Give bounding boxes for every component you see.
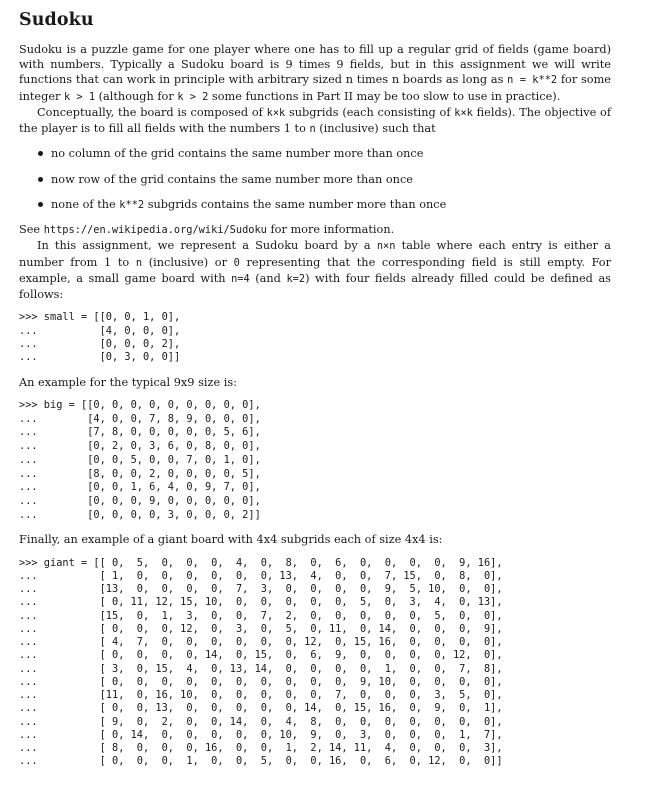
- document-page: [19, 10, 611, 779]
- rule-item-subgrids: [19, 197, 611, 213]
- text-run: for some integer: [19, 73, 611, 103]
- intro-paragraph: [19, 42, 611, 105]
- small-board-code: >>> small = [[0, 0, 1, 0], ... [4, 0, 0, 0], ... [0, 0, 0, 2], ... [0, 3, 0, 0]]: [19, 311, 181, 364]
- big-board-intro: An example for the typical 9x9 size is:: [19, 375, 237, 389]
- text-run: none of the: [51, 198, 120, 212]
- text-run: subgrids contains the same number more than once: [144, 198, 447, 212]
- inline-code: 0: [233, 256, 240, 269]
- inline-code: k=2: [286, 272, 306, 285]
- concept-paragraph: [19, 105, 611, 137]
- inline-code: k > 2: [177, 90, 209, 103]
- text-run: table where each entry is either a number from 1 to: [19, 239, 611, 269]
- text-run: (inclusive) or: [142, 255, 234, 269]
- text-run: ) with four fields already filled could be defined as follows:: [19, 271, 611, 302]
- inline-code: k×k: [266, 106, 286, 119]
- text-run: fields). The objective of the player is to fill all fields with the numbers 1 to: [19, 105, 611, 136]
- inline-code: n×n: [376, 240, 396, 253]
- inline-code: n=4: [231, 272, 250, 285]
- text-run: (although for: [95, 89, 178, 103]
- text-run: Sudoku is a puzzle game for one player where one has to fill up a regular grid of fields (game board) with numbers. Typically a Sudoku board is 9 times 9 fields, but in this assignment we will write functions that can work in principle with arbitrary sized n times n boards as long as: [19, 43, 611, 87]
- giant-board-code: >>> giant = [[ 0, 5, 0, 0, 0, 4, 0, 8, 0, 6, 0, 0, 0, 0, 9, 16], ... [ 1, 0, 0, 0, 0, 0, 0, 13, 4, 0, 0, 7, 15, 0, 8, 0], ... [13, 0, 0, 0, 0, 7, 3, 0, 0, 0, 0, 9, 5, 10, 0, 0], ... [ 0, 11, 12, 15, 10, 0, 0, 0, 0, 0, 5, 0, 3, 4, 0, 13], ... [15, 0, 1, 3, 0, 0, 7, 2, 0, 0, 0, 0, 0, 5, 0, 0], ... [ 0, 0, 0, 12, 0, 3, 0, 5, 0, 11, 0, 14, 0, 0, 0, 9], ... [ 4, 7, 0, 0, 0, 0, 0, 0, 12, 0, 15, 16, 0, 0, 0, 0], ... [ 0, 0, 0, 0, 14, 0, 15, 0, 6, 9, 0, 0, 0, 0, 12, 0], ... [ 3, 0, 15, 4, 0, 13, 14, 0, 0, 0, 0, 1, 0, 0, 7, 8], ... [ 0, 0, 0, 0, 0, 0, 0, 0, 0, 0, 9, 10, 0, 0, 0, 0], ... [11, 0, 16, 10, 0, 0, 0, 0, 0, 7, 0, 0, 0, 3, 5, 0], ... [ 0, 0, 13, 0, 0, 0, 0, 0, 14, 0, 15, 16, 0, 9, 0, 1], ... [ 9, 0, 2, 0, 0, 14, 0, 4, 8, 0, 0, 0, 0, 0, 0, 0], ... [ 0, 14, 0, 0, 0, 0, 0, 10, 9, 0, 3, 0, 0, 0, 1, 7], ... [ 8, 0, 0, 0, 16, 0, 0, 1, 2, 14, 11, 4, 0, 0, 0, 3], ... [ 0, 0, 0, 1, 0, 0, 5, 0, 0, 16, 0, 6, 0, 12, 0, 0]]: [19, 556, 503, 768]
- section-title: Sudoku: [19, 10, 94, 30]
- inline-code: n: [135, 256, 143, 269]
- inline-code: k×k: [454, 106, 473, 119]
- text-run: (inclusive) such that: [315, 122, 436, 136]
- text-run: representing that the corresponding field is still empty. For example, a small game board with: [19, 255, 612, 285]
- wikipedia-url: https://en.wikipedia.org/wiki/Sudoku: [43, 224, 267, 237]
- see-also-paragraph: [19, 222, 611, 238]
- representation-paragraph: [19, 238, 611, 302]
- inline-code: n: [309, 123, 316, 136]
- rules-list: [19, 146, 611, 213]
- rule-item-rows: now row of the grid contains the same number more than once: [19, 172, 611, 187]
- inline-code: k**2: [119, 199, 145, 212]
- inline-code: k > 1: [64, 90, 96, 103]
- text-run: subgrids (each consisting of: [285, 105, 455, 119]
- text-run: for more information.: [266, 223, 395, 237]
- rule-item-columns: no column of the grid contains the same number more than once: [19, 146, 611, 161]
- text-run: Conceptually, the board is composed of: [37, 105, 267, 119]
- text-run: See: [19, 223, 44, 237]
- text-run: some functions in Part II may be too slow to use in practice).: [208, 89, 561, 103]
- text-run: In this assignment, we represent a Sudoku board by a: [37, 239, 377, 253]
- giant-board-intro: Finally, an example of a giant board with 4x4 subgrids each of size 4x4 is:: [19, 533, 443, 547]
- inline-code: n = k**2: [507, 74, 558, 87]
- text-run: (and: [249, 271, 287, 285]
- big-board-code: >>> big = [[0, 0, 0, 0, 0, 0, 0, 0, 0], ... [4, 0, 0, 7, 8, 9, 0, 0, 0], ... [7, 8, 0, 0, 0, 0, 0, 5, 6], ... [0, 2, 0, 3, 6, 0, 8, 0, 0], ... [0, 0, 5, 0, 0, 7, 0, 1, 0], ... [8, 0, 0, 2, 0, 0, 0, 0, 5], ... [0, 0, 1, 6, 4, 0, 9, 7, 0], ... [0, 0, 0, 9, 0, 0, 0, 0, 0], ... [0, 0, 0, 0, 3, 0, 0, 0, 2]]: [19, 399, 261, 521]
